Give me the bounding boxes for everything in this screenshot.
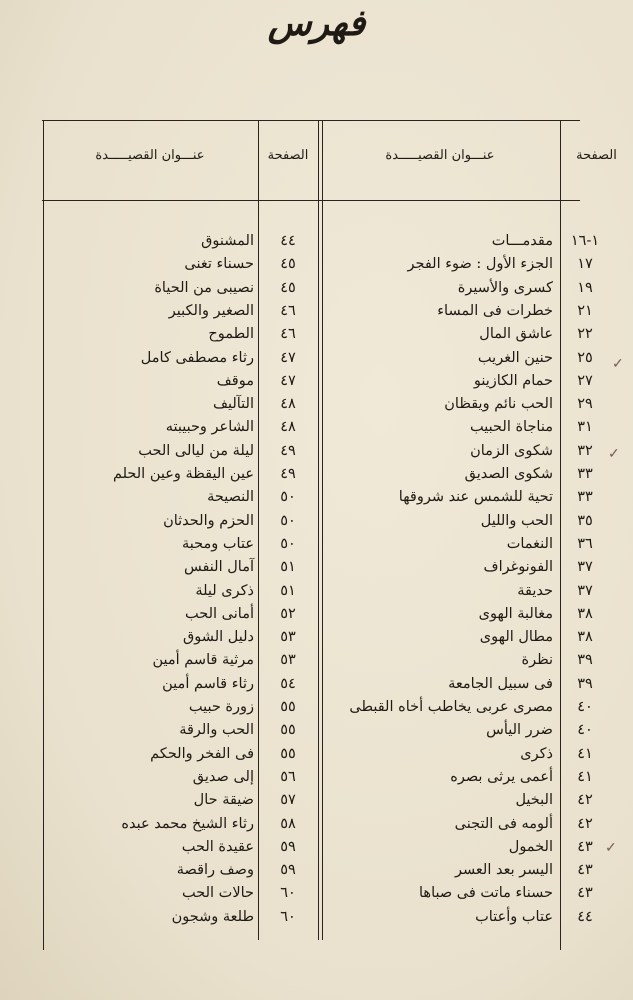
entry-title: رثاء الشيخ محمد عبده (121, 815, 254, 832)
entry-title: عاشق المال (479, 326, 553, 343)
entry-page-number: ٤٣ (577, 838, 593, 855)
entry-page-number: ٥٥ (280, 722, 296, 739)
entry-title: ضرر اليأس (486, 722, 553, 739)
entry-title: إلى صديق (192, 768, 254, 785)
right-page-header: الصفحة (576, 148, 617, 163)
entry-title: نصيبى من الحياة (154, 279, 254, 296)
entry-page-number: ٤٨ (280, 419, 296, 436)
entry-page-number: ٢٩ (577, 396, 593, 413)
entry-page-number: ٤٢ (577, 815, 593, 832)
entry-title: رثاء قاسم أمين (162, 675, 254, 692)
entry-page-number: ٣٣ (577, 489, 593, 506)
entry-page-number: ٥٣ (280, 629, 296, 646)
entry-page-number: ٥٩ (280, 862, 296, 879)
entry-title: عتاب ومحبة (182, 535, 254, 552)
entry-title: مناجاة الحبيب (470, 419, 553, 436)
entry-page-number: ٤٠ (577, 722, 593, 739)
entry-title: دليل الشوق (183, 629, 254, 646)
entry-page-number: ٥٤ (280, 675, 296, 692)
entry-page-number: ٦٠ (280, 908, 296, 925)
entry-title: عتاب وأعتاب (475, 908, 553, 925)
entry-page-number: ٣١ (577, 419, 593, 436)
entry-title: الحزم والحدثان (163, 512, 254, 529)
entry-title: الفونوغراف (483, 559, 553, 576)
entry-title: البخيل (515, 792, 553, 809)
entry-page-number: ١٩ (577, 279, 593, 296)
right-page-column-divider (560, 120, 561, 950)
entry-title: عقيدة الحب (181, 838, 254, 855)
entry-page-number: ٤٥ (280, 279, 296, 296)
entry-title: المشنوق (201, 233, 254, 249)
entry-page-number: ٣٨ (577, 605, 593, 622)
entry-title: اليسر بعد العسر (455, 862, 553, 879)
entry-page-number: ٦٠ (280, 885, 296, 902)
entry-title: وصف راقصة (176, 862, 254, 879)
left-page-header: الصفحة (267, 148, 309, 163)
entry-page-number: ٤٣ (577, 885, 593, 902)
entry-page-number: ٤٧ (280, 372, 296, 389)
right-title-header: عنـــوان القصيـــــدة (385, 148, 495, 163)
entry-title: عين اليقظة وعين الحلم (112, 466, 254, 482)
entry-page-number: ٥٢ (280, 605, 296, 622)
entry-title: ألومه فى التجنى (454, 815, 553, 832)
table-left-border (43, 120, 44, 950)
entry-title: التآليف (212, 396, 254, 413)
entry-title: النصيحة (207, 489, 254, 506)
entry-title: أعمى يرثى بصره (450, 768, 553, 785)
entry-title: كسرى والأسيرة (457, 279, 553, 296)
left-page-column-divider (258, 120, 259, 940)
entry-title: حسناء تغنى (184, 256, 254, 273)
entry-page-number: ٢١ (577, 302, 593, 319)
entry-title: شكوى الزمان (470, 442, 553, 459)
entry-page-number: ٥٥ (280, 699, 296, 715)
entry-title: مقدمـــات (491, 233, 553, 249)
entry-page-number: ٤٨ (280, 396, 296, 413)
entry-title: شكوى الصديق (464, 466, 553, 482)
entry-page-number: ٥٨ (280, 815, 296, 832)
entry-title: رثاء مصطفى كامل (140, 349, 254, 366)
entry-title: حنين الغريب (477, 349, 553, 366)
left-right-divider-b (322, 120, 323, 940)
entry-title: تحية للشمس عند شروقها (398, 489, 553, 506)
entry-title: مغالبة الهوى (478, 605, 553, 622)
entry-page-number: ٥٣ (280, 652, 296, 669)
entry-page-number: ٤٥ (280, 256, 296, 273)
entry-title: حسناء ماتت فى صباها (419, 885, 553, 902)
table-top-border (42, 120, 580, 121)
entry-title: زورة حبيب (188, 699, 254, 715)
margin-check-mark: ✓ (608, 446, 620, 462)
entry-page-number: ٣٧ (577, 559, 593, 576)
entry-page-number: ٤٩ (280, 442, 296, 459)
entry-title: مصرى عربى يخاطب أخاه القبطى (349, 699, 553, 715)
entry-page-number: ٣٩ (577, 675, 593, 692)
entry-page-number: ٣٦ (577, 535, 593, 552)
entry-page-number: ٤٤ (577, 908, 593, 925)
entry-title: مرثية قاسم أمين (152, 652, 254, 669)
entry-title: الصغير والكبير (168, 302, 254, 319)
entry-title: حالات الحب (182, 885, 254, 902)
entry-page-number: ٤٤ (280, 233, 296, 249)
entry-title: الحب نائم ويقظان (444, 396, 553, 413)
entry-page-number: ٤١ (577, 745, 593, 762)
entry-page-number: ٥٠ (280, 535, 296, 552)
entry-page-number: ٢٥ (577, 349, 593, 366)
entry-page-number: ٤٦ (280, 302, 296, 319)
entry-title: ضيقة حال (193, 792, 254, 809)
entry-title: فى سبيل الجامعة (448, 675, 553, 692)
entry-page-number: ٤٢ (577, 792, 593, 809)
entry-title: فى الفخر والحكم (150, 745, 254, 762)
entry-page-number: ٢٢ (577, 326, 593, 343)
entry-title: مطال الهوى (479, 629, 553, 646)
entry-page-number: ٣٢ (577, 442, 593, 459)
entry-title: خطرات فى المساء (437, 302, 553, 319)
entry-title: موقف (216, 372, 254, 389)
entry-title: الشاعر وحبيبته (165, 419, 254, 436)
margin-check-mark: ✓ (605, 840, 617, 856)
entry-page-number: ٤٧ (280, 349, 296, 366)
entry-page-number: ٥٠ (280, 489, 296, 506)
entry-page-number: ٤١ (577, 768, 593, 785)
entry-page-number: ٥٥ (280, 745, 296, 762)
entry-page-number: ٤٩ (280, 466, 296, 482)
entry-title: النغمات (506, 535, 553, 552)
entry-page-number: ٣٩ (577, 652, 593, 669)
left-title-header: عنـــوان القصيـــــدة (95, 148, 205, 163)
entry-page-number: ٤٦ (280, 326, 296, 343)
entry-page-number: ٤٣ (577, 862, 593, 879)
entry-page-number: ٢٧ (577, 372, 593, 389)
entry-page-number: ٥٠ (280, 512, 296, 529)
entry-title: آمال النفس (183, 559, 254, 576)
left-right-divider-a (318, 120, 319, 940)
entry-title: حديقة (517, 582, 553, 599)
entry-page-number: ٥٩ (280, 838, 296, 855)
entry-page-number: ٥٧ (280, 792, 296, 809)
entry-page-number: ٣٨ (577, 629, 593, 646)
entry-page-number: ٥١ (280, 559, 296, 576)
entry-title: حمام الكازينو (473, 372, 553, 389)
entry-page-number: ٣٣ (577, 466, 593, 482)
entry-page-number: ٤٠ (577, 699, 593, 715)
entry-page-number: ١-١٦ (570, 233, 600, 249)
entry-page-number: ٥٦ (280, 768, 296, 785)
entry-title: طلعة وشجون (171, 908, 254, 925)
entry-title: الحب والليل (480, 512, 553, 529)
entry-page-number: ٣٧ (577, 582, 593, 599)
entry-title: ليلة من ليالى الحب (138, 442, 254, 459)
page-title: فهرس (267, 2, 366, 44)
entry-title: نظرة (521, 652, 553, 669)
margin-check-mark: ✓ (612, 356, 624, 372)
entry-page-number: ١٧ (577, 256, 593, 273)
entry-page-number: ٥١ (280, 582, 296, 599)
table-header-divider (42, 200, 580, 201)
entry-page-number: ٣٥ (577, 512, 593, 529)
entry-title: الطموح (208, 326, 254, 343)
entry-title: ذكرى ليلة (195, 582, 254, 599)
entry-title: الحب والرقة (179, 722, 254, 739)
entry-title: ذكرى (520, 745, 553, 762)
entry-title: الجزء الأول : ضوء الفجر (407, 256, 553, 273)
entry-title: الخمول (508, 838, 553, 855)
entry-title: أمانى الحب (185, 605, 254, 622)
